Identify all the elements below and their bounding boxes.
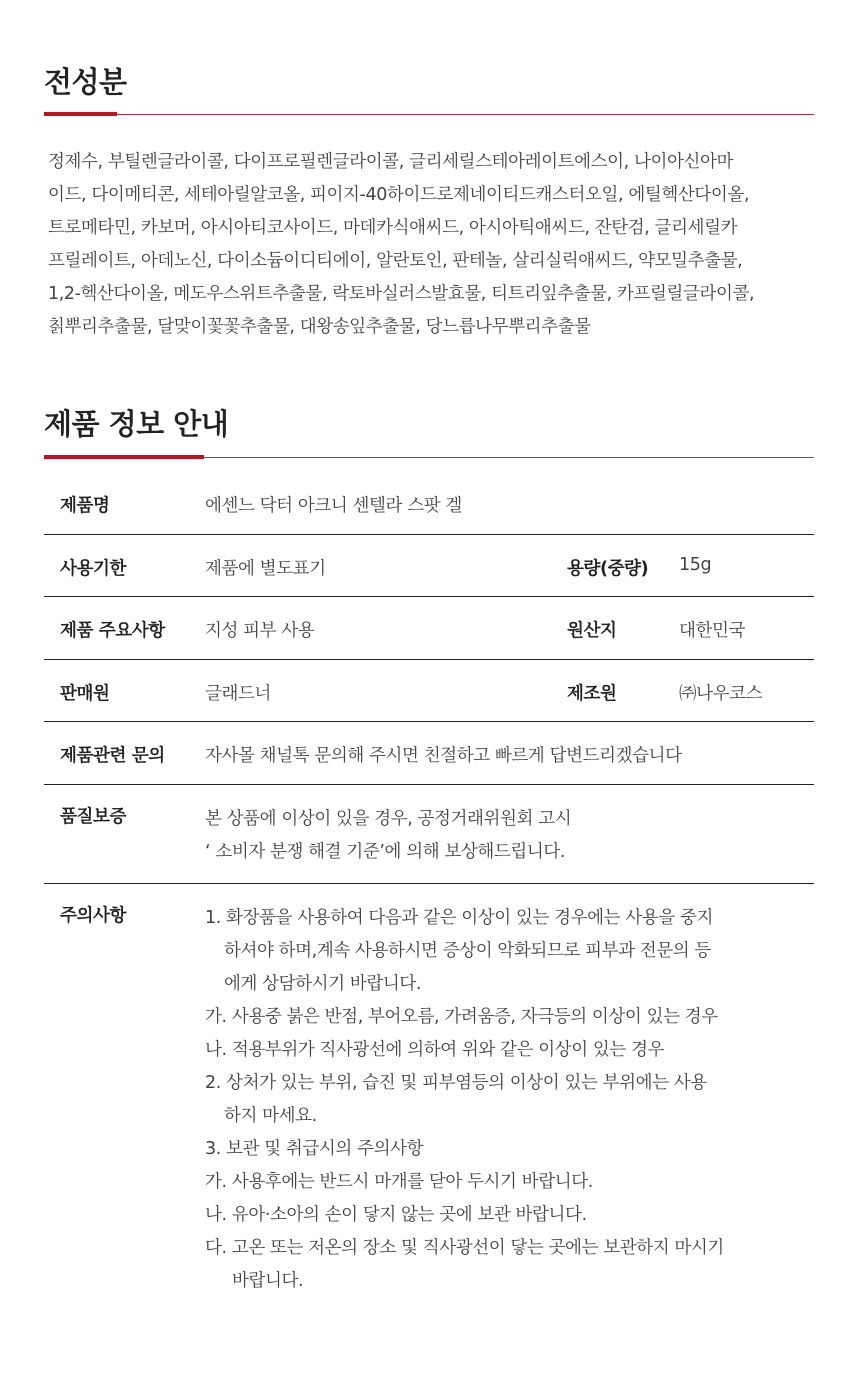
caution-line: 다. 고온 또는 저온의 장소 및 직사광선이 닿는 곳에는 보관하지 마시기	[205, 1238, 724, 1258]
product-info-table	[44, 472, 814, 1304]
row-value: 에센느 닥터 아크니 센텔라 스팟 겔	[202, 472, 814, 535]
row-value: 대한민국	[679, 597, 814, 660]
row-label: 제품관련 문의	[44, 722, 202, 785]
table-row	[44, 535, 814, 597]
ingredients-title-rule	[44, 113, 814, 115]
row-value: 제품에 별도표기	[202, 535, 567, 597]
table-row	[44, 472, 814, 535]
table-row	[44, 785, 814, 884]
caution-line: 나. 적용부위가 직사광선에 의하여 위와 같은 이상이 있는 경우	[205, 1040, 665, 1060]
ingredients-line: 이드, 다이메티콘, 세테아릴알코올, 피이지-40하이드로제네이티드캐스터오일, 에틸헥산다이올,	[48, 185, 750, 205]
row-label: 주의사항	[60, 906, 127, 926]
caution-line: 가. 사용중 붉은 반점, 부어오름, 가려움증, 자극등의 이상이 있는 경우	[205, 1007, 718, 1027]
ingredients-line: 트로메타민, 카보머, 아시아티코사이드, 마데카식애씨드, 아시아틱애씨드, 잔탄검, 글리세릴카	[48, 218, 738, 238]
ingredients-list	[48, 146, 818, 344]
caution-line: 나. 유아·소아의 손이 닿지 않는 곳에 보관 바랍니다.	[205, 1205, 587, 1225]
row-value: 자사몰 채널톡 문의해 주시면 친절하고 빠르게 답변드리겠습니다	[202, 722, 814, 785]
caution-line: 1. 화장품을 사용하여 다음과 같은 이상이 있는 경우에는 사용을 중지	[205, 908, 713, 928]
row-value: 글래드너	[202, 660, 567, 722]
caution-line: 2. 상처가 있는 부위, 습진 및 피부염등의 이상이 있는 부위에는 사용	[205, 1073, 707, 1093]
row-label: 제조원	[567, 660, 679, 722]
ingredients-line: 프릴레이트, 아데노신, 다이소듐이디티에이, 알란토인, 판테놀, 살리실릭애씨드, 약모밀추출물,	[48, 251, 743, 271]
table-row	[44, 597, 814, 660]
caution-line: 바랍니다.	[232, 1271, 304, 1291]
row-value: 15g	[679, 535, 814, 597]
caution-line: 하지 마세요.	[224, 1106, 317, 1126]
row-label: 사용기한	[44, 535, 202, 597]
row-value: 지성 피부 사용	[202, 597, 567, 660]
ingredients-title: 전성분	[44, 65, 127, 99]
warranty-line: 본 상품에 이상이 있을 경우, 공정거래위원회 고시	[205, 809, 572, 829]
ingredients-line: 칡뿌리추출물, 달맞이꽃꽃추출물, 대왕송잎추출물, 당느릅나무뿌리추출물	[48, 317, 591, 337]
row-label: 품질보증	[44, 785, 202, 884]
table-row	[44, 722, 814, 785]
caution-line: 에게 상담하시기 바랍니다.	[224, 974, 422, 994]
row-value	[202, 785, 814, 884]
table-row	[44, 884, 814, 1305]
caution-line: 3. 보관 및 취급시의 주의사항	[205, 1139, 424, 1159]
caution-line: 하셔야 하며,계속 사용하시면 증상이 악화되므로 피부과 전문의 등	[224, 941, 711, 961]
product-info-title: 제품 정보 안내	[44, 407, 229, 441]
row-label: 원산지	[567, 597, 679, 660]
product-info-title-rule	[44, 456, 814, 458]
row-label: 용량(중량)	[567, 535, 679, 597]
row-value: ㈜나우코스	[679, 660, 814, 722]
warranty-line: ‘ 소비자 분쟁 해결 기준’에 의해 보상해드립니다.	[205, 842, 566, 862]
ingredients-line: 정제수, 부틸렌글라이콜, 다이프로필렌글라이콜, 글리세릴스테아레이트에스이, 나이아신아마	[48, 152, 733, 172]
ingredients-line: 1,2-헥산다이올, 메도우스위트추출물, 락토바실러스발효물, 티트리잎추출물, 카프릴릴글라이콜,	[48, 284, 755, 304]
table-row	[44, 660, 814, 722]
row-value	[202, 884, 814, 1305]
row-label: 판매원	[44, 660, 202, 722]
row-label: 제품명	[44, 472, 202, 535]
row-label: 제품 주요사항	[44, 597, 202, 660]
caution-line: 가. 사용후에는 반드시 마개를 닫아 두시기 바랍니다.	[205, 1172, 593, 1192]
